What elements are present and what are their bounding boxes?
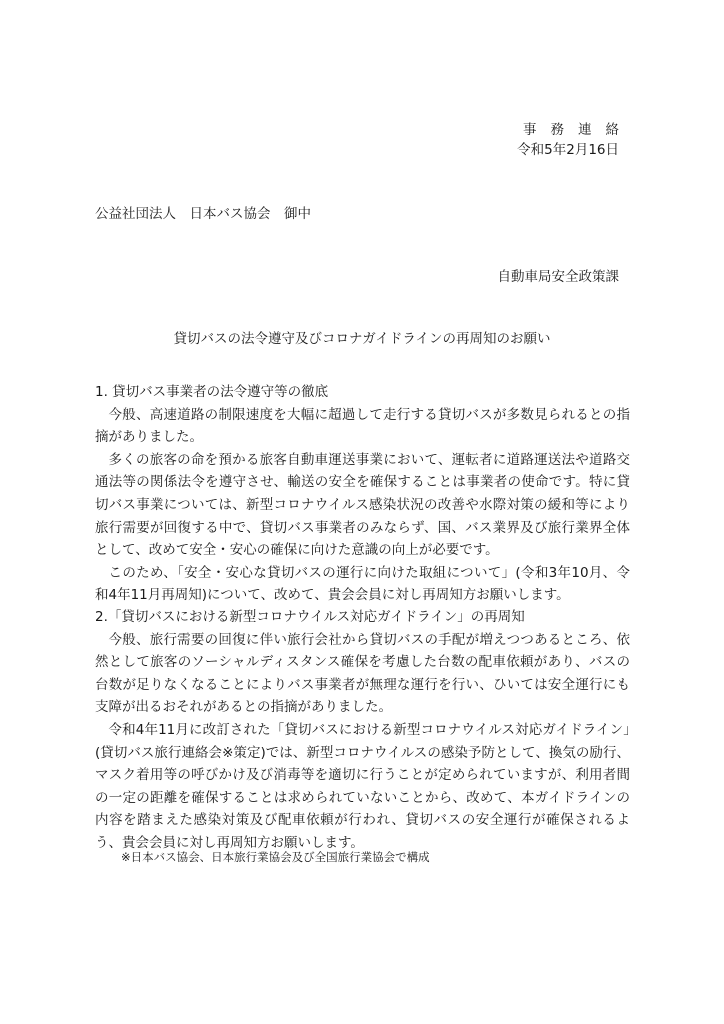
section-covid-guideline bbox=[95, 606, 630, 855]
paragraph: 多くの旅客の命を預かる旅客自動車運送事業において、運転者に道路運送法や道路交通法等の関係法令を遵守させ、輸送の安全を確保することは事業者の使命です。特に貸切バス事業については、新型コロナウイルス感染状況の改善や水際対策の緩和等により旅行需要が回復する中で、貸切バス事業者のみならず、国、バス業界及び旅行業界全体として、改めて安全・安心の確保に向けた意識の向上が必要です。 bbox=[95, 451, 630, 559]
recipient: 公益社団法人 日本バス協会 御中 bbox=[95, 206, 311, 222]
sender: 自動車局安全政策課 bbox=[497, 269, 619, 285]
paragraph: このため、「安全・安心な貸切バスの運行に向けた取組について」(令和3年10月、令和4年11月再周知)について、改めて、貴会会員に対し再周知方お願いします。 bbox=[95, 564, 630, 604]
document-type: 事務連絡 bbox=[523, 122, 633, 138]
section-heading: 1. 貸切バス事業者の法令遵守等の徹底 bbox=[95, 384, 329, 400]
footnote: ※日本バス協会、日本旅行業協会及び全国旅行業協会で構成 bbox=[121, 850, 430, 864]
paragraph: 今般、高速道路の制限速度を大幅に超過して走行する貸切バスが多数見られるとの指摘がありました。 bbox=[95, 406, 630, 446]
paragraph: 令和4年11月に改訂された「貸切バスにおける新型コロナウイルス対応ガイドライン」(貸切バス旅行連絡会※策定)では、新型コロナウイルスの感染予防として、換気の励行、マスク着用等の呼びかけ及び消毒等を適切に行うことが定められていますが、利用者間の一定の距離を確保することは求められていないことから、改めて、本ガイドラインの内容を踏まえた感染対策及び配車依頼が行われ、貸切バスの安全運行が確保されるよう、貴会会員に対し再周知方お願いします。 bbox=[95, 721, 630, 851]
section-law-compliance bbox=[95, 381, 630, 607]
paragraph: 今般、旅行需要の回復に伴い旅行会社から貸切バスの手配が増えつつあるところ、依然として旅客のソーシャルディスタンス確保を考慮した台数の配車依頼があり、バスの台数が足りなくなることによりバス事業者が無理な運行を行い、ひいては安全運行にも支障が出るおそれがあるとの指摘がありました。 bbox=[95, 631, 630, 716]
document-date: 令和5年2月16日 bbox=[517, 142, 619, 158]
document-title: 貸切バスの法令遵守及びコロナガイドラインの再周知のお願い bbox=[173, 331, 551, 347]
section-heading: 2.「貸切バスにおける新型コロナウイルス対応ガイドライン」の再周知 bbox=[95, 609, 525, 625]
